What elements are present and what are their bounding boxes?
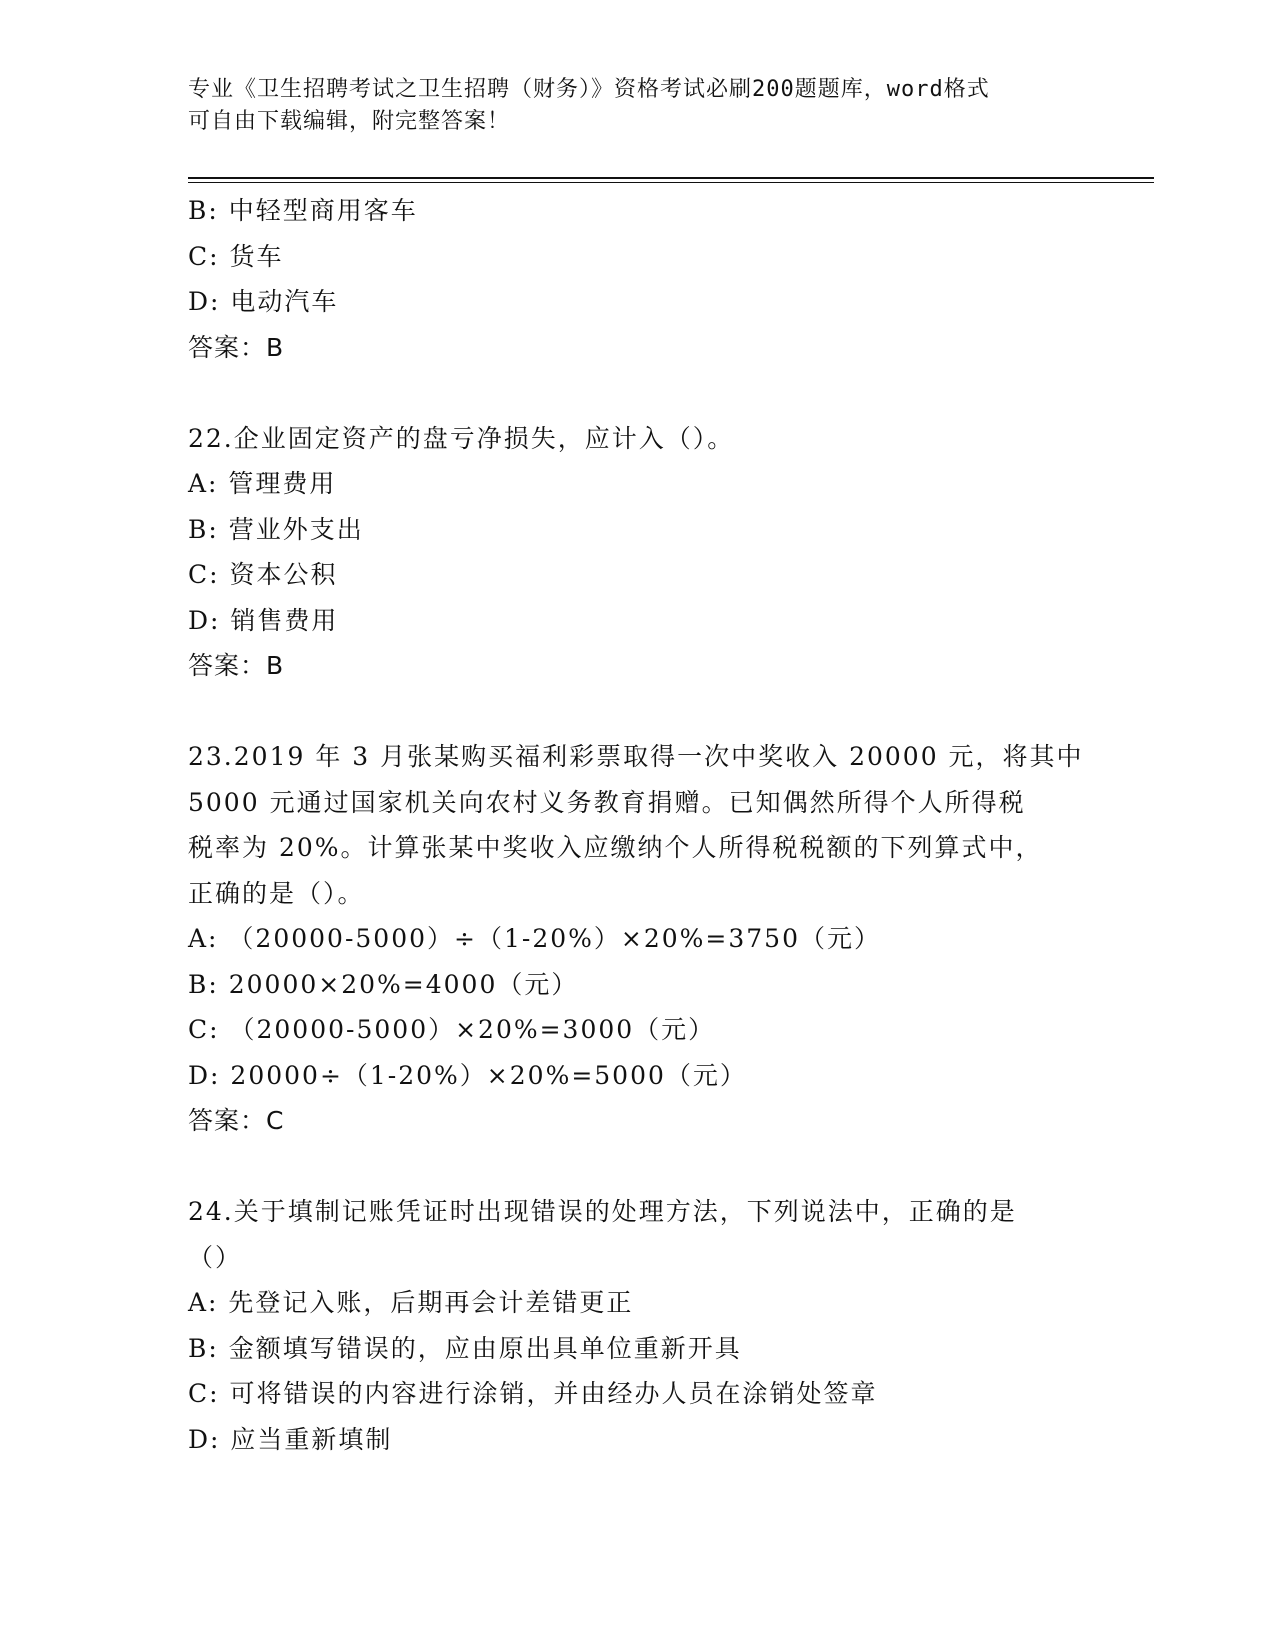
question-spacer [188, 1144, 1148, 1190]
option-a: A: （20000-5000）÷（1-20%）×20%=3750（元） [188, 924, 881, 953]
header-rule-thick [188, 177, 1154, 179]
answer-line: 答案：B [188, 332, 285, 362]
header-title-line-1: 专业《卫生招聘考试之卫生招聘（财务）》资格考试必刷200题题库，word格式 [188, 77, 990, 102]
option-d: D: 销售费用 [188, 605, 339, 635]
header-title-line-2: 可自由下载编辑，附完整答案！ [188, 109, 511, 134]
option-d: D: 电动汽车 [188, 287, 339, 316]
option-d: D: 20000÷（1-20%）×20%=5000（元） [188, 1060, 747, 1090]
option-b: B: 中轻型商用客车 [188, 196, 418, 225]
option-b: B: 营业外支出 [188, 514, 364, 544]
question-24 [188, 1189, 1148, 1462]
question-22 [188, 416, 1148, 689]
page-header [188, 74, 1088, 138]
question-stem: 22.企业固定资产的盘亏净损失，应计入（）。 [188, 423, 735, 453]
option-d: D: 应当重新填制 [188, 1424, 393, 1454]
question-list [188, 188, 1148, 1462]
question-spacer [188, 689, 1148, 735]
answer-line: 答案：B [188, 651, 285, 680]
question-23 [188, 734, 1148, 1144]
option-c: C: 货车 [188, 241, 284, 271]
option-b: B: 金额填写错误的，应由原出具单位重新开具 [188, 1333, 742, 1363]
question-stem [188, 734, 1148, 916]
question-stem [188, 1189, 1148, 1280]
header-rule-thin [188, 182, 1154, 183]
option-c: C: 资本公积 [188, 560, 338, 589]
answer-line: 答案：C [188, 1106, 285, 1135]
stem-line: 23.2019 年 3 月张某购买福利彩票取得一次中奖收入 20000 元，将其中 [188, 742, 1084, 771]
option-c: C: 可将错误的内容进行涂销，并由经办人员在涂销处签章 [188, 1379, 878, 1408]
question-spacer [188, 370, 1148, 416]
stem-line: 24.关于填制记账凭证时出现错误的处理方法，下列说法中，正确的是 [188, 1197, 1017, 1226]
question-21-tail [188, 188, 1148, 370]
option-c: C: （20000-5000）×20%=3000（元） [188, 1015, 716, 1044]
option-a: A: 管理费用 [188, 469, 337, 498]
stem-line: （） [188, 1242, 243, 1272]
stem-line: 正确的是（）。 [188, 878, 365, 908]
option-a: A: 先登记入账，后期再会计差错更正 [188, 1288, 634, 1317]
stem-line: 税率为 20%。计算张某中奖收入应缴纳个人所得税税额的下列算式中， [188, 833, 1043, 862]
stem-line: 5000 元通过国家机关向农村义务教育捐赠。已知偶然所得个人所得税 [188, 787, 1026, 817]
option-b: B: 20000×20%=4000（元） [188, 969, 579, 999]
